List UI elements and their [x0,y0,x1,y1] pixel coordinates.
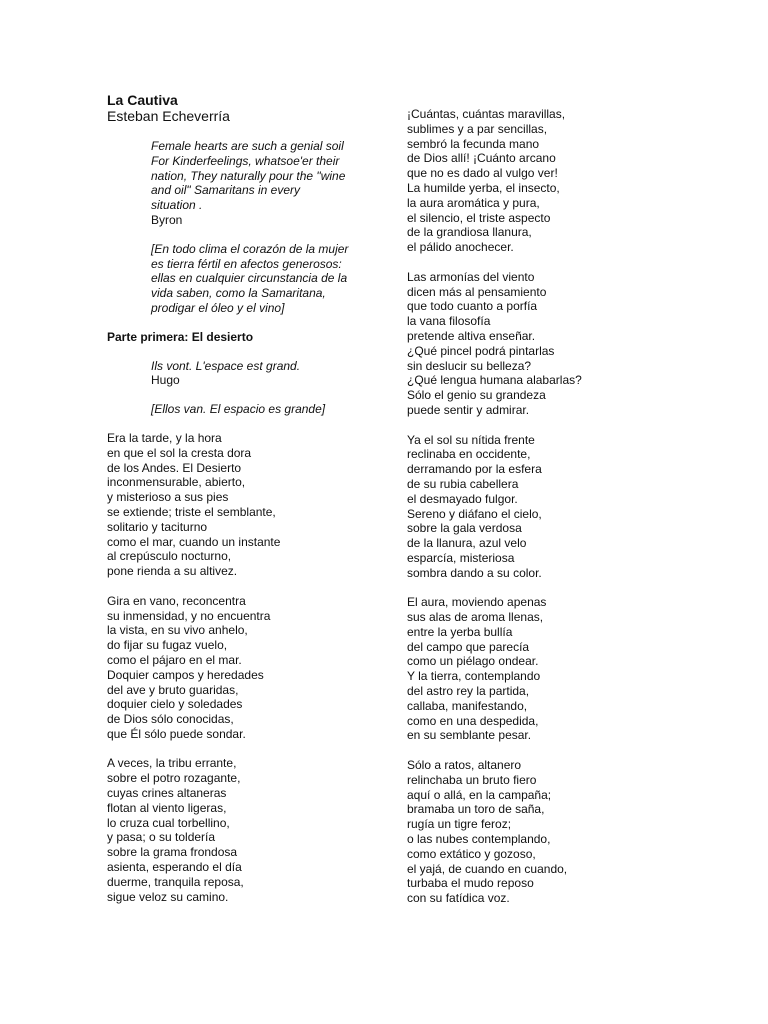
verse-line: el desmayado fulgor. [407,491,518,506]
verse-line: del ave y bruto guaridas, [107,682,239,697]
verse-line: pone rienda a su altivez. [107,564,238,579]
verse-line: de los Andes. El Desierto [107,460,242,475]
epigraph-byron [151,139,392,316]
verse-line: como un piélago ondear. [407,654,539,669]
verse-line: Sólo a ratos, altanero [407,758,522,773]
verse-line: esparcía, misteriosa [407,550,515,565]
verse-line: y pasa; o su toldería [107,830,216,845]
verse-line: sembró la fecunda mano [407,136,540,151]
stanza [407,107,607,255]
verse-line: sin deslucir su belleza? [407,358,532,373]
verse-line: La humilde yerba, el insecto, [407,180,560,195]
verse-line: la vista, en su vivo anhelo, [107,623,248,638]
verse-line: solitario y taciturno [107,519,208,534]
verse-line: su inmensidad, y no encuentra [107,608,271,623]
verse-line: ¿Qué pincel podrá pintarlas [407,343,555,358]
verse-line: bramaba un toro de saña, [407,802,545,817]
epigraph-translation-line: [Ellos van. El espacio es grande] [151,402,326,417]
epigraph-hugo [151,359,392,417]
verse-line: aquí o allá, en la campaña; [407,787,552,802]
left-stanzas [107,431,392,905]
verse-line: al crepúsculo nocturno, [107,549,232,564]
verse-line: duerme, tranquila reposa, [107,874,244,889]
verse-line: sus alas de aroma llenas, [407,610,544,625]
verse-line: reclinaba en occidente, [407,447,531,462]
epigraph-line: Female hearts are such a genial soil [151,139,344,153]
stanza [407,758,607,906]
verse-line: en su semblante pesar. [407,728,532,743]
verse-line: Sereno y diáfano el cielo, [407,506,542,521]
stanza [107,594,392,742]
verse-line: Las armonías del viento [407,269,535,284]
verse-line: que Él sólo puede sondar. [107,726,246,741]
verse-line: y misterioso a sus pies [107,490,229,505]
epigraph-line: situation . [151,198,203,213]
verse-line: do fijar su fugaz vuelo, [107,638,228,653]
verse-line: como el pájaro en el mar. [107,652,242,667]
stanza [407,595,607,743]
verse-line: en que el sol la cresta dora [107,445,252,460]
verse-line: Doquier campos y heredades [107,667,264,682]
verse-line: de la llanura, azul velo [407,536,527,551]
verse-line: inconmensurable, abierto, [107,475,246,490]
verse-line: sigue veloz su camino. [107,889,229,904]
verse-line: o las nubes contemplando, [407,832,551,847]
verse-line: del astro rey la partida, [407,684,530,699]
verse-line: ¿Qué lengua humana alabarlas? [407,373,582,388]
poem-title: La Cautiva [107,92,178,108]
verse-line: se extiende; triste el semblante, [107,504,276,519]
verse-line: como en una despedida, [407,713,539,728]
epigraph-line: and oil" Samaritans in every [151,183,300,198]
verse-line: que no es dado al vulgo ver! [407,166,558,181]
stanza [407,270,607,418]
stanza [107,431,392,579]
verse-line: derramando por la esfera [407,462,542,477]
verse-line: Era la tarde, y la hora [107,430,222,445]
verse-line: de su rubia cabellera [407,476,519,491]
verse-line: como el mar, cuando un instante [107,534,281,549]
verse-line: de la grandiosa llanura, [407,225,532,240]
verse-line: Y la tierra, contemplando [407,669,541,684]
verse-line: Sólo el genio su grandeza [407,388,546,403]
verse-line: flotan al viento ligeras, [107,800,227,815]
epigraph-translation-line: [En todo clima el corazón de la mujer [151,241,349,256]
verse-line: con su fatídica voz. [407,891,510,906]
verse-line: pretende altiva enseñar. [407,328,536,343]
verse-line: como extático y gozoso, [407,846,536,861]
verse-line: entre la yerba bullía [407,624,513,639]
verse-line: turbaba el mudo reposo [407,876,534,891]
verse-line: lo cruza cual torbellino, [107,815,230,830]
verse-line: sombra dando a su color. [407,565,542,580]
verse-line: doquier cielo y soledades [107,697,243,712]
verse-line: ¡Cuántas, cuántas maravillas, [407,107,566,121]
verse-line: sobre la grama frondosa [107,845,238,860]
epigraph-translation-line: vida saben, como la Samaritana, [151,286,326,301]
epigraph-line: For Kinderfeelings, whatsoe'er their [151,153,340,168]
verse-line: la aura aromática y pura, [407,195,540,210]
verse-line: dicen más al pensamiento [407,284,547,299]
verse-line: de Dios allí! ¡Cuánto arcano [407,151,556,166]
verse-line: el yajá, de cuando en cuando, [407,861,568,876]
verse-line: sublimes y a par sencillas, [407,121,548,136]
verse-line: puede sentir y admirar. [407,402,530,417]
epigraph-line: nation, They naturally pour the "wine [151,168,346,183]
right-stanzas [407,107,607,906]
verse-line: del campo que parecía [407,639,530,654]
verse-line: callaba, manifestando, [407,698,528,713]
section-title: Parte primera: El desierto [107,329,254,344]
left-column [107,92,392,919]
verse-line: que todo cuanto a porfía [407,299,538,314]
verse-line: rugía un tigre feroz; [407,817,512,832]
epigraph-translation-line: ellas en cualquier circunstancia de la [151,271,348,286]
verse-line: El aura, moviendo apenas [407,595,547,610]
epigraph-attribution: Byron [151,212,183,227]
verse-line: A veces, la tribu errante, [107,756,237,771]
verse-line: la vana filosofía [407,314,491,329]
verse-line: de Dios sólo conocidas, [107,712,234,727]
verse-line: sobre el potro rozagante, [107,771,241,786]
verse-line: el silencio, el triste aspecto [407,210,551,225]
verse-line: el pálido anochecer. [407,240,514,255]
epigraph-translation-line: es tierra fértil en afectos generosos: [151,256,342,271]
verse-line: relinchaba un bruto fiero [407,772,537,787]
verse-line: sobre la gala verdosa [407,521,522,536]
epigraph-attribution: Hugo [151,373,180,388]
right-column [407,107,607,921]
epigraph-line: Ils vont. L'espace est grand. [151,358,301,373]
epigraph-translation-line: prodigar el óleo y el vino] [151,300,285,315]
verse-line: cuyas crines altaneras [107,786,227,801]
poem-author: Esteban Echeverría [107,108,230,124]
verse-line: Gira en vano, reconcentra [107,593,246,608]
stanza [107,756,392,904]
verse-line: asienta, esperando el día [107,860,242,875]
verse-line: Ya el sol su nítida frente [407,432,535,447]
stanza [407,433,607,581]
